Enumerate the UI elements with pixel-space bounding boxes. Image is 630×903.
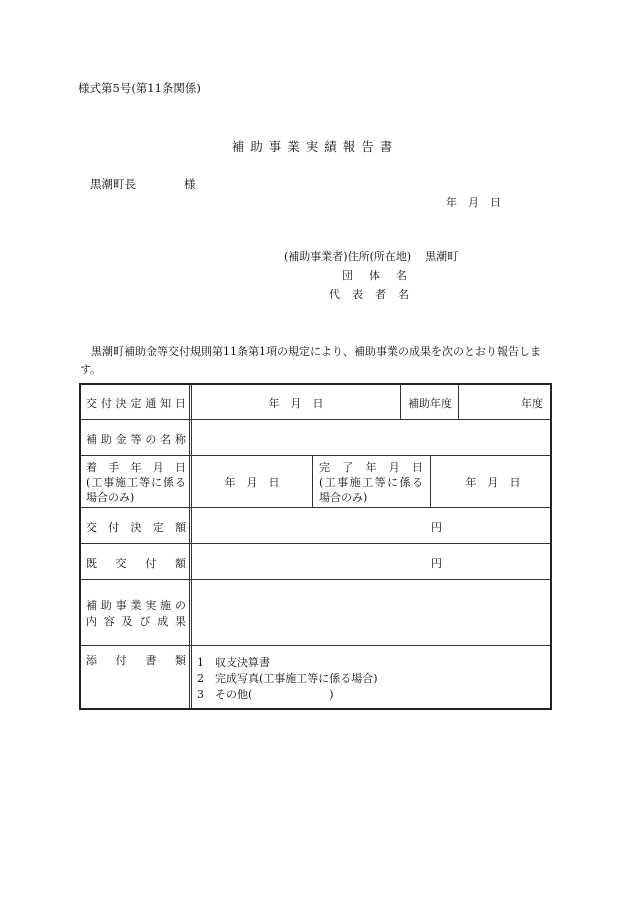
report-date: 年 月 日 [446,196,501,209]
subsidy-name-label: 補助金等の名称 [86,433,186,446]
document-title: 補助事業実績報告書 [231,139,399,154]
notice-date-label: 交付決定通知日 [86,397,186,410]
paid-amount-label: 既交付額 [86,557,186,570]
attachment-item: 2 完成写真(工事施工等に係る場合) [197,672,378,685]
subsidy-year-label: 補助年度 [408,397,452,410]
paid-amount-unit[interactable]: 円 [431,557,442,570]
report-table [79,383,552,710]
implementation-field[interactable] [193,583,546,641]
subsidy-year-value[interactable]: 年度 [521,397,543,410]
end-date-condition-end: 場合のみ) [319,491,368,504]
representative-label: 代表者名 [329,288,421,301]
start-date-condition: (工事施工等に係る [86,476,186,489]
applicant-address-value: 黒潮町 [425,250,459,263]
end-date-condition: (工事施工等に係る [319,476,423,489]
addressee-name: 黒潮町長 [90,177,136,191]
implementation-label-2: 内容及び成果 [86,615,186,628]
implementation-label: 補助事業実施の [86,599,186,612]
form-number: 様式第5号(第11条関係) [78,81,201,95]
start-date-value[interactable]: 年 月 日 [224,476,280,489]
attachment-item: 3 その他( ) [197,688,334,701]
end-date-value[interactable]: 年 月 日 [465,476,521,489]
notice-date-value[interactable]: 年 月 日 [268,397,324,410]
applicant-address-label: (補助事業者)住所(所在地) [284,250,412,263]
start-date-condition-end: 場合のみ) [86,491,135,504]
start-date-label: 着手年月日 [86,461,186,474]
attachment-item: 1 収支決算書 [197,656,270,669]
addressee [90,176,196,192]
applicant-address [284,248,458,264]
attachments-list [197,655,378,703]
attachments-label: 添付書類 [86,654,186,667]
report-statement: 黒潮町補助金等交付規則第11条第1項の規定により、補助事業の成果を次のとおり報告します。 [80,345,541,376]
group-name-label: 団体名 [342,269,423,282]
grant-amount-label: 交付決定額 [86,521,186,534]
subsidy-name-field[interactable] [193,423,546,453]
end-date-label: 完了年月日 [319,461,423,474]
grant-amount-unit[interactable]: 円 [431,521,442,534]
addressee-honorific: 様 [184,177,196,191]
